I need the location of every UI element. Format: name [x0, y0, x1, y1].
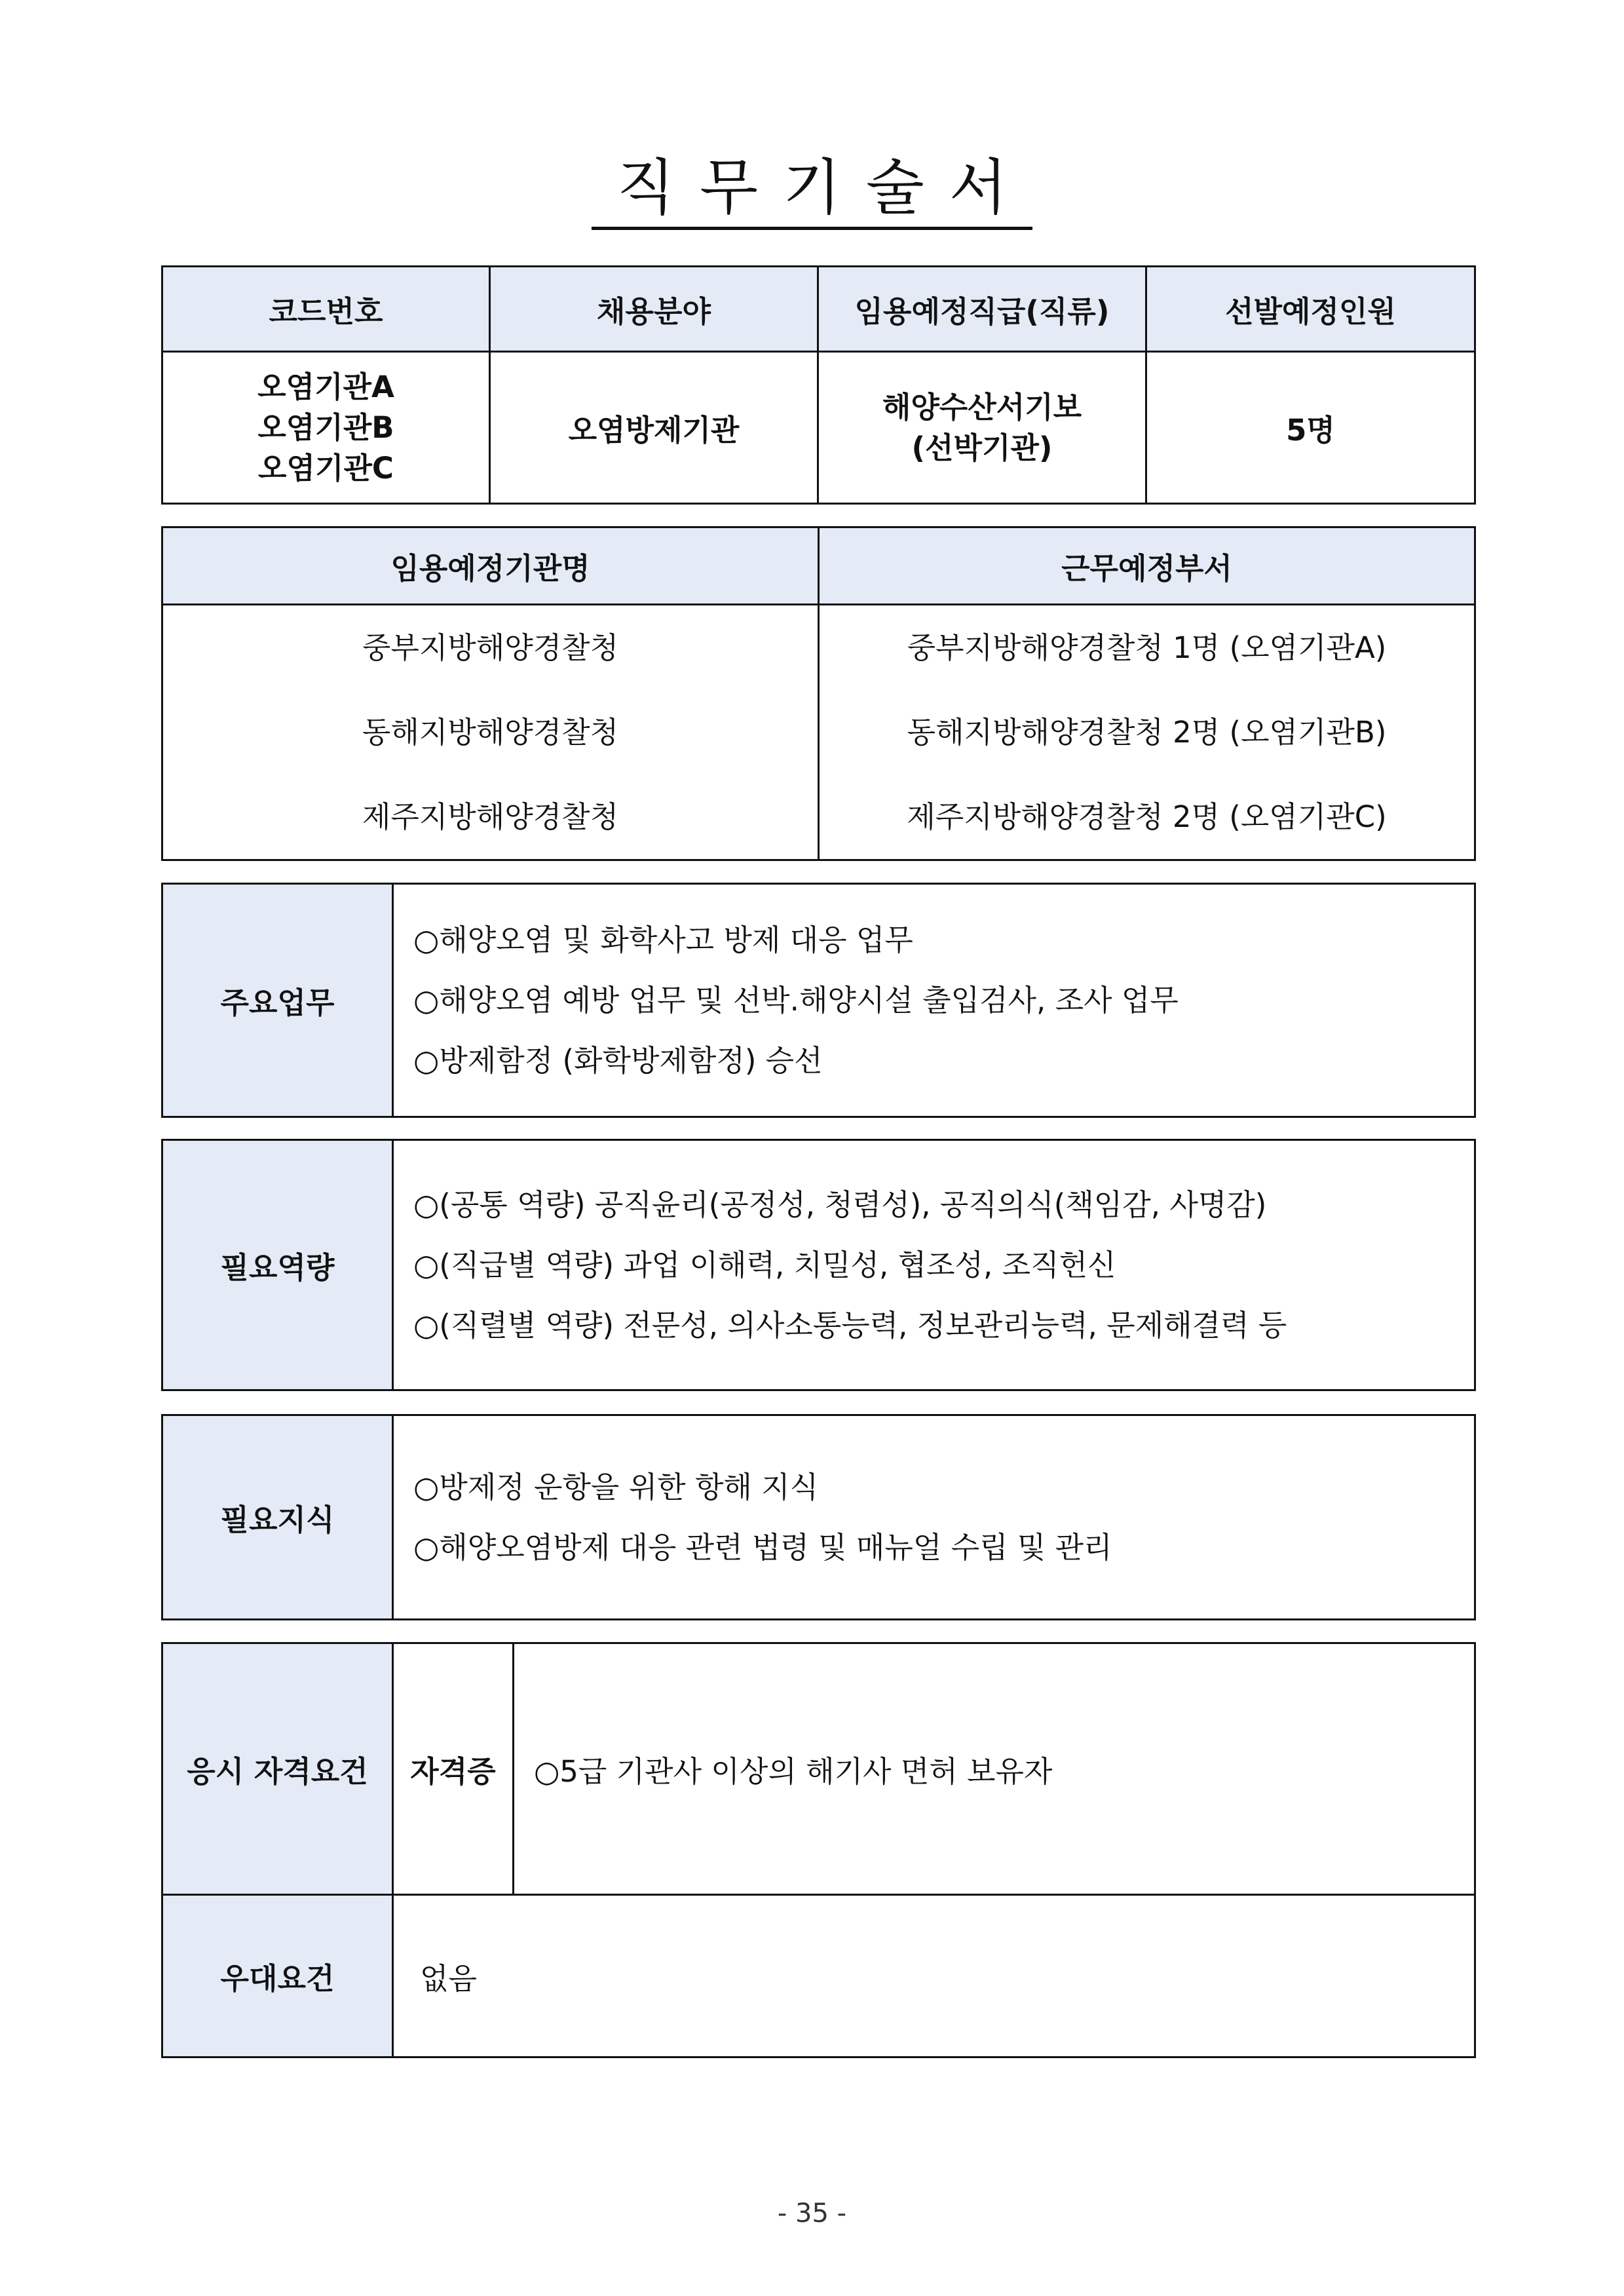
page-number: - 35 - — [777, 2198, 847, 2229]
code-c: 오염기관C — [258, 450, 394, 486]
competency-label: 필요역량 — [162, 1140, 393, 1390]
code-a: 오염기관A — [257, 369, 394, 404]
dept-item: 중부지방해양경찰청 1명 (오염기관A) — [907, 630, 1387, 665]
agency-table — [161, 526, 1476, 861]
header-field: 채용분야 — [490, 267, 818, 352]
competency-item: ○(공통 역량) 공직윤리(공정성, 청렴성), 공직의식(책임감, 사명감) — [413, 1187, 1267, 1222]
duty-item: ○방제함정 (화학방제함정) 승선 — [413, 1043, 823, 1078]
knowledge-label: 필요지식 — [162, 1415, 393, 1620]
header-grade: 임용예정직급(직류) — [818, 267, 1146, 352]
grade-line1: 해양수산서기보 — [882, 389, 1082, 425]
knowledge-item: ○해양오염방제 대응 관련 법령 및 매뉴얼 수립 및 관리 — [413, 1529, 1112, 1565]
duty-item: ○해양오염 및 화학사고 방제 대응 업무 — [413, 922, 913, 957]
duties-list — [393, 884, 1475, 1117]
header-agency: 임용예정기관명 — [162, 527, 819, 605]
agency-item: 중부지방해양경찰청 — [362, 630, 619, 665]
dept-item: 제주지방해양경찰청 2명 (오염기관C) — [907, 799, 1387, 834]
code-cell — [162, 352, 490, 504]
agency-header-row — [162, 527, 1475, 605]
dept-list — [819, 605, 1475, 860]
knowledge-item: ○방제정 운항을 위한 항해 지식 — [413, 1469, 819, 1504]
data-row — [162, 352, 1475, 504]
knowledge-list — [393, 1415, 1475, 1620]
certificate-value: ○5급 기관사 이상의 해기사 면허 보유자 — [514, 1643, 1475, 1895]
agency-item: 제주지방해양경찰청 — [362, 799, 619, 834]
competency-item: ○(직렬별 역량) 전문성, 의사소통능력, 정보관리능력, 문제해결력 등 — [413, 1307, 1287, 1343]
certificate-label: 자격증 — [393, 1643, 514, 1895]
duties-label: 주요업무 — [162, 884, 393, 1117]
code-b: 오염기관B — [257, 410, 394, 445]
page-title — [0, 149, 1624, 230]
preference-value: 없음 — [393, 1895, 1475, 2057]
grade-cell — [818, 352, 1146, 504]
requirements-label: 응시 자격요건 — [162, 1643, 393, 1895]
field-cell: 오염방제기관 — [490, 352, 818, 504]
duties-table — [161, 883, 1476, 1118]
competency-table — [161, 1139, 1476, 1391]
competency-item: ○(직급별 역량) 과업 이해력, 치밀성, 협조성, 조직헌신 — [413, 1247, 1116, 1282]
knowledge-table — [161, 1414, 1476, 1620]
dept-item: 동해지방해양경찰청 2명 (오염기관B) — [907, 715, 1387, 750]
page-title-text: 직무기술서 — [592, 149, 1032, 230]
position-summary-table — [161, 265, 1476, 505]
agency-list — [162, 605, 819, 860]
header-dept: 근무예정부서 — [819, 527, 1475, 605]
competency-list — [393, 1140, 1475, 1390]
header-code: 코드번호 — [162, 267, 490, 352]
header-row — [162, 267, 1475, 352]
preference-label: 우대요건 — [162, 1895, 393, 2057]
count-cell: 5명 — [1146, 352, 1475, 504]
grade-line2: (선박기관) — [911, 430, 1053, 465]
duty-item: ○해양오염 예방 업무 및 선박.해양시설 출입검사, 조사 업무 — [413, 982, 1179, 1018]
requirements-table — [161, 1642, 1476, 2058]
agency-body-row — [162, 605, 1475, 860]
header-count: 선발예정인원 — [1146, 267, 1475, 352]
agency-item: 동해지방해양경찰청 — [362, 715, 619, 750]
